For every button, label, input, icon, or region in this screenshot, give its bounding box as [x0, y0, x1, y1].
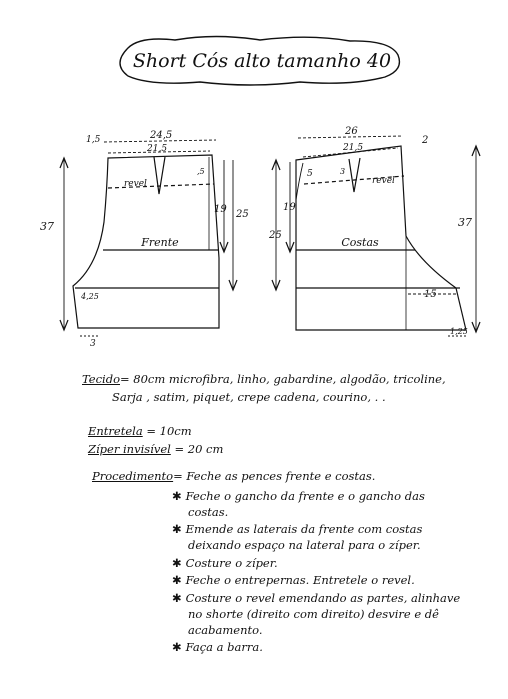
back-dim-hem: 1,25: [450, 327, 468, 336]
back-revel-label: revel: [372, 176, 395, 186]
back-curve-line: [296, 163, 303, 200]
front-dim-corner: 1,5: [86, 135, 101, 145]
back-dim-curve: 5: [307, 169, 313, 179]
step-item-continued: deixando espaço na lateral para o zíper.: [188, 538, 421, 552]
zipper-row: [88, 442, 223, 456]
back-dart: [349, 158, 360, 192]
asterisk-icon: ✱: [172, 489, 182, 503]
step-item: ✱ Emende as laterais da frente com costas: [172, 522, 423, 536]
front-dim-hem: 3: [90, 339, 96, 349]
front-label: Frente: [141, 236, 179, 249]
front-dim-side-lower: 25: [236, 209, 249, 220]
step-item: ✱ Feche o entrepernas. Entretele o revel.: [172, 573, 415, 587]
back-label: Costas: [341, 236, 379, 249]
zipper-label: Zíper invisível: [88, 442, 171, 456]
asterisk-icon: ✱: [172, 591, 182, 605]
back-dim-waist: 21,5: [343, 143, 364, 153]
back-dim-side-upper: 19: [283, 202, 296, 213]
step-item: ✱ Feche o gancho da frente e o gancho das: [172, 489, 425, 503]
front-dim-waist: 21,5: [147, 144, 168, 154]
step-item-continued: acabamento.: [188, 623, 263, 637]
step-item: ✱ Costure o zíper.: [172, 556, 278, 570]
front-dim-top: 24,5: [150, 130, 173, 141]
back-dim-crotch: 15: [424, 289, 437, 300]
fabric-label: Tecido: [82, 372, 120, 386]
fabric-line-2: Sarja , satim, piquet, crepe cadena, courino, . .: [112, 390, 386, 404]
front-dart: [154, 157, 165, 194]
zipper-value: = 20 cm: [174, 442, 224, 456]
procedure-row: [92, 469, 375, 483]
step-item-continued: costas.: [188, 505, 229, 519]
back-dim-dart: 3: [340, 167, 346, 176]
front-dim-dart: ,5: [197, 167, 205, 176]
step-item-continued: no shorte (direito com direito) desvire e dê: [188, 607, 439, 621]
back-dim-top: 26: [345, 126, 358, 137]
step-item: ✱ Costure o revel emendando as partes, alinhave: [172, 591, 461, 605]
asterisk-icon: ✱: [172, 556, 182, 570]
back-dim-height: 37: [458, 216, 472, 229]
title-cloud: [120, 37, 399, 86]
interfacing-label: Entretela: [88, 424, 143, 438]
front-dim-height: 37: [40, 220, 54, 233]
asterisk-icon: ✱: [172, 573, 182, 587]
fabric-line-1: = 80cm microfibra, linho, gabardine, algodão, tricoline,: [120, 372, 446, 386]
procedure-label: Procedimento: [92, 469, 174, 483]
back-outline: [296, 146, 466, 330]
front-revel-label: revel: [124, 179, 147, 189]
front-dim-side-upper: 19: [214, 204, 227, 215]
procedure-intro: = Feche as pences frente e costas.: [173, 469, 376, 483]
front-dim-crotch: 4,25: [81, 292, 99, 301]
step-item: ✱ Faça a barra.: [172, 640, 263, 654]
fabric-row: [82, 372, 446, 386]
asterisk-icon: ✱: [172, 640, 182, 654]
title-text: Short Cós alto tamanho 40: [132, 50, 392, 72]
interfacing-row: [88, 424, 192, 438]
back-labels: [268, 126, 472, 336]
back-dim-side-lower: 25: [269, 230, 282, 241]
asterisk-icon: ✱: [172, 522, 182, 536]
interfacing-value: = 10cm: [146, 424, 192, 438]
back-dim-corner: 2: [422, 135, 429, 146]
